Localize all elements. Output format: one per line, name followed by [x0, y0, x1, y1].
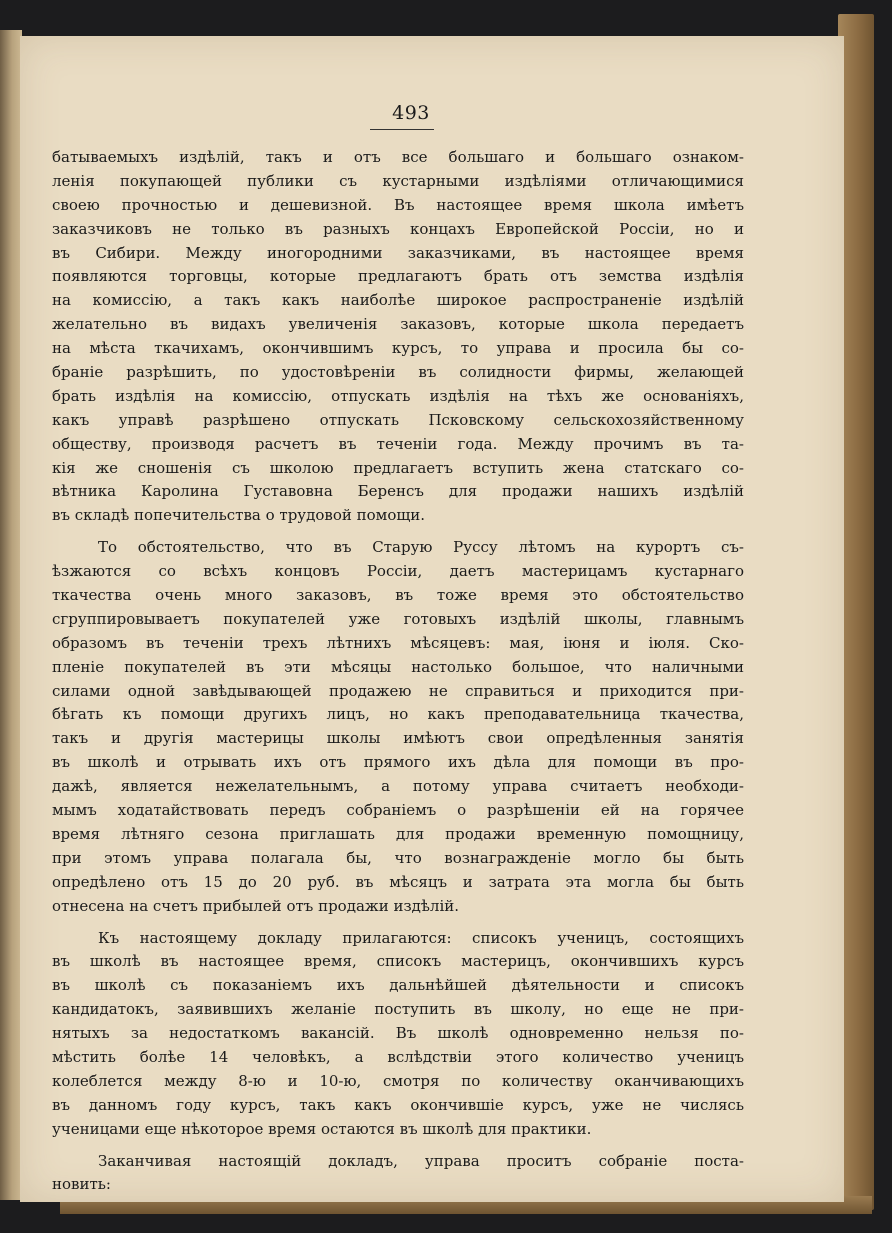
text-line: ленія покупающей публики съ кустарными издѣліями отличающимися — [52, 171, 744, 190]
text-line: кандидатокъ, заявившихъ желаніе поступить въ школу, но еще не при- — [52, 1000, 744, 1019]
text-line: Заканчивая настоящій докладъ, управа проситъ собраніе поста- — [98, 1151, 744, 1170]
text-line: появляются торговцы, которые предлагаютъ брать отъ земства издѣлія — [52, 267, 744, 286]
text-line: новить: — [52, 1175, 111, 1194]
page-number: 493 — [392, 102, 430, 124]
text-line: вѣтника Каролина Густавовна Беренсъ для продажи нашихъ издѣлій — [52, 482, 744, 501]
text-line: на комиссію, а такъ какъ наиболѣе широкое распространеніе издѣлій — [52, 291, 744, 310]
text-line: дажѣ, является нежелательнымъ, а потому управа считаетъ необходи- — [52, 777, 744, 796]
text-line: мымъ ходатайствовать передъ собраніемъ о разрѣшеніи ей на горячее — [52, 801, 744, 820]
text-line: заказчиковъ не только въ разныхъ концахъ Европейской Россіи, но и — [52, 219, 744, 238]
paragraph-1 — [52, 146, 744, 528]
text-line: образомъ въ теченіи трехъ лѣтнихъ мѣсяцевъ: мая, іюня и іюля. Ско- — [52, 633, 744, 652]
text-line: ткачества очень много заказовъ, въ тоже время это обстоятельство — [52, 586, 744, 605]
book-left-edge — [0, 30, 22, 1200]
text-line: какъ управѣ разрѣшено отпускать Псковскому сельскохозяйственному — [52, 410, 744, 429]
text-line: ѣзжаются со всѣхъ концовъ Россіи, даетъ мастерицамъ кустарнаго — [52, 562, 744, 581]
text-line: желательно въ видахъ увеличенія заказовъ, которые школа передаетъ — [52, 315, 744, 334]
text-line: сгруппировываетъ покупателей уже готовыхъ издѣлій школы, главнымъ — [52, 609, 744, 628]
text-line: Къ настоящему докладу прилагаются: списокъ ученицъ, состоящихъ — [98, 928, 744, 947]
text-line: обществу, производя расчетъ въ теченіи года. Между прочимъ въ та- — [52, 434, 744, 453]
paragraph-3 — [52, 927, 744, 1142]
body-text — [52, 146, 744, 1197]
text-line: нятыхъ за недостаткомъ вакансій. Въ школѣ одновременно нельзя по- — [52, 1024, 744, 1043]
text-line: на мѣста ткачихамъ, окончившимъ курсъ, то управа и просила бы со- — [52, 339, 744, 358]
text-line: брать издѣлія на комиссію, отпускать издѣлія на тѣхъ же основаніяхъ, — [52, 386, 744, 405]
text-line: То обстоятельство, что въ Старую Руссу лѣтомъ на курортъ съ- — [98, 538, 744, 557]
text-line: мѣстить болѣе 14 человѣкъ, а вслѣдствіи этого количество ученицъ — [52, 1047, 744, 1066]
text-line: въ школѣ и отрывать ихъ отъ прямого ихъ дѣла для помощи въ про- — [52, 753, 744, 772]
text-line: въ данномъ году курсъ, такъ какъ окончившіе курсъ, уже не числясь — [52, 1095, 744, 1114]
text-line: силами одной завѣдывающей продажею не справиться и приходится при- — [52, 681, 744, 700]
text-line: ученицами еще нѣкоторое время остаются въ школѣ для практики. — [52, 1119, 592, 1138]
text-line: опредѣлено отъ 15 до 20 руб. въ мѣсяцъ и затрата эта могла бы быть — [52, 872, 744, 891]
text-line: такъ и другія мастерицы школы имѣютъ свои опредѣленныя занятія — [52, 729, 744, 748]
paragraph-4 — [52, 1150, 744, 1198]
text-line: бѣгать къ помощи другихъ лицъ, но какъ преподавательница ткачества, — [52, 705, 744, 724]
text-line: браніе разрѣшить, по удостовѣреніи въ солидности фирмы, желающей — [52, 363, 744, 382]
text-line: въ Сибири. Между иногородними заказчиками, въ настоящее время — [52, 243, 744, 262]
page-number-rule — [370, 129, 434, 130]
paper-page — [20, 36, 844, 1202]
text-line: батываемыхъ издѣлій, такъ и отъ все большаго и большаго ознаком- — [52, 148, 744, 166]
text-line: въ школѣ съ показаніемъ ихъ дальнѣйшей дѣятельности и списокъ — [52, 976, 744, 995]
paragraph-2 — [52, 536, 744, 918]
text-line: въ школѣ въ настоящее время, списокъ мастерицъ, окончившихъ курсъ — [52, 952, 744, 971]
text-line: пленіе покупателей въ эти мѣсяцы настолько большое, что наличными — [52, 657, 744, 676]
text-line: при этомъ управа полагала бы, что вознагражденіе могло бы быть — [52, 848, 744, 867]
text-line: кія же сношенія съ школою предлагаетъ вступить жена статскаго со- — [52, 458, 744, 477]
text-line: въ складѣ попечительства о трудовой помощи. — [52, 506, 426, 525]
text-line: время лѣтняго сезона приглашать для продажи временную помощницу, — [52, 824, 744, 843]
text-line: отнесена на счетъ прибылей отъ продажи издѣлій. — [52, 896, 460, 915]
text-line: колеблется между 8-ю и 10-ю, смотря по количеству оканчивающихъ — [52, 1071, 744, 1090]
text-line: своею прочностью и дешевизной. Въ настоящее время школа имѣетъ — [52, 195, 744, 214]
